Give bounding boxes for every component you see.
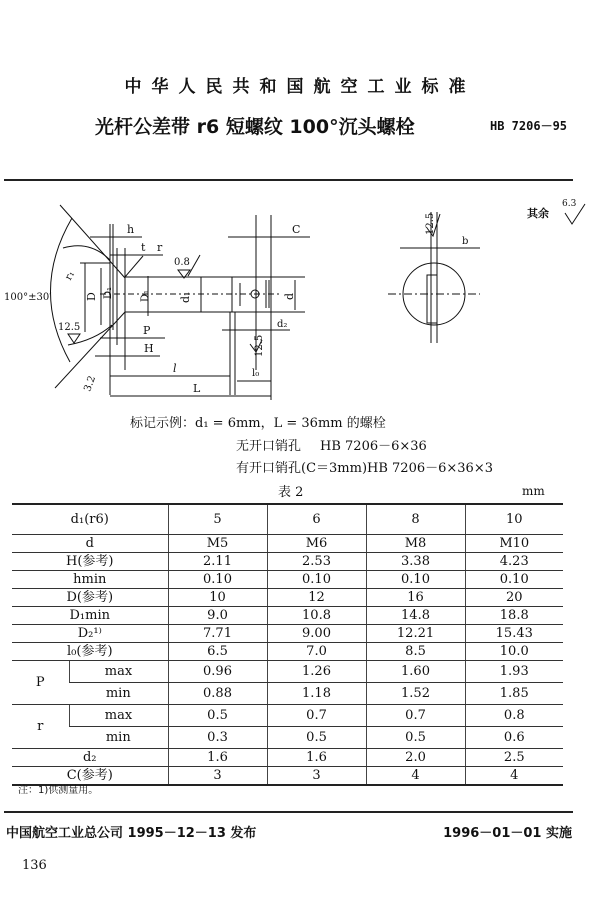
table-row: d M5 M6 M8 M10: [12, 535, 563, 553]
table-row: D₂¹⁾ 7.71 9.00 12.21 15.43: [12, 625, 563, 643]
spec-table: [12, 503, 563, 786]
table-footnote: 注：1)供测量用。: [18, 785, 99, 796]
header-divider: [4, 179, 573, 181]
bolt-drawing: [0, 185, 600, 410]
svg-text:b: b: [462, 236, 469, 247]
table-header-row: d₁(r6) 5 6 8 10: [12, 504, 563, 535]
table-row-r-max: r max 0.5 0.7 0.7 0.8: [12, 705, 563, 727]
svg-text:L: L: [193, 382, 201, 395]
table-row: D(参考) 10 12 16 20: [12, 589, 563, 607]
table-row: H(参考) 2.11 2.53 3.38 4.23: [12, 553, 563, 571]
table-row: D₁min 9.0 10.8 14.8 18.8: [12, 607, 563, 625]
svg-text:12.5: 12.5: [58, 322, 81, 333]
svg-text:d: d: [283, 292, 296, 300]
table-row: C(参考) 3 3 4 4: [12, 767, 563, 786]
svg-text:6.3: 6.3: [562, 199, 577, 209]
svg-text:d₁: d₁: [179, 291, 192, 303]
svg-text:l: l: [173, 362, 177, 375]
svg-text:D₁: D₁: [103, 286, 114, 299]
marking-example-line1-label: 无开口销孔: [236, 439, 302, 454]
svg-text:D₁: D₁: [140, 289, 151, 302]
angle-label: 100°±30′: [4, 292, 52, 303]
table-row: l₀(参考) 6.5 7.0 8.5 10.0: [12, 643, 563, 661]
svg-text:12.5: 12.5: [425, 212, 436, 235]
table-row-p-max: P max 0.96 1.26 1.60 1.93: [12, 661, 563, 683]
effective-date: 1996－01－01 实施: [443, 826, 572, 841]
standard-code: HB 7206－95: [490, 119, 568, 133]
svg-text:l₀: l₀: [252, 368, 260, 379]
rest-label: 其余: [527, 207, 549, 220]
svg-text:12.5: 12.5: [254, 334, 265, 357]
svg-text:r: r: [157, 241, 163, 254]
issue-date: 中国航空工业总公司 1995－12－13 发布: [6, 826, 257, 841]
marking-example-line2: 有开口销孔(C＝3mm)HB 7206－6×36×3: [236, 461, 493, 476]
svg-text:r₁: r₁: [63, 269, 78, 283]
table-row-r-min: min 0.3 0.5 0.5 0.6: [12, 727, 563, 749]
svg-text:H: H: [144, 342, 154, 355]
svg-text:0.8: 0.8: [174, 257, 190, 268]
svg-text:t: t: [141, 241, 146, 254]
footer-divider: [4, 811, 573, 813]
page-number: 136: [22, 858, 47, 873]
table-caption: 表 2: [278, 485, 304, 500]
organization-heading: 中华人民共和国航空工业标准: [124, 77, 476, 97]
table-row: hmin 0.10 0.10 0.10 0.10: [12, 571, 563, 589]
dim-C: C: [292, 223, 301, 236]
marking-example-intro: 标记示例：d₁ = 6mm，L = 36mm 的螺栓: [130, 416, 386, 431]
svg-text:h: h: [127, 223, 135, 236]
table-unit: mm: [522, 484, 545, 498]
svg-text:d₂: d₂: [277, 319, 288, 330]
svg-text:P: P: [143, 324, 151, 337]
svg-text:D: D: [85, 292, 98, 301]
table-row-p-min: min 0.88 1.18 1.52 1.85: [12, 683, 563, 705]
document-title: 光杆公差带 r6 短螺纹 100°沉头螺栓: [95, 116, 415, 138]
table-row: d₂ 1.6 1.6 2.0 2.5: [12, 749, 563, 767]
svg-text:3.2: 3.2: [82, 374, 99, 394]
marking-example-line1-code: HB 7206－6×36: [320, 439, 427, 454]
